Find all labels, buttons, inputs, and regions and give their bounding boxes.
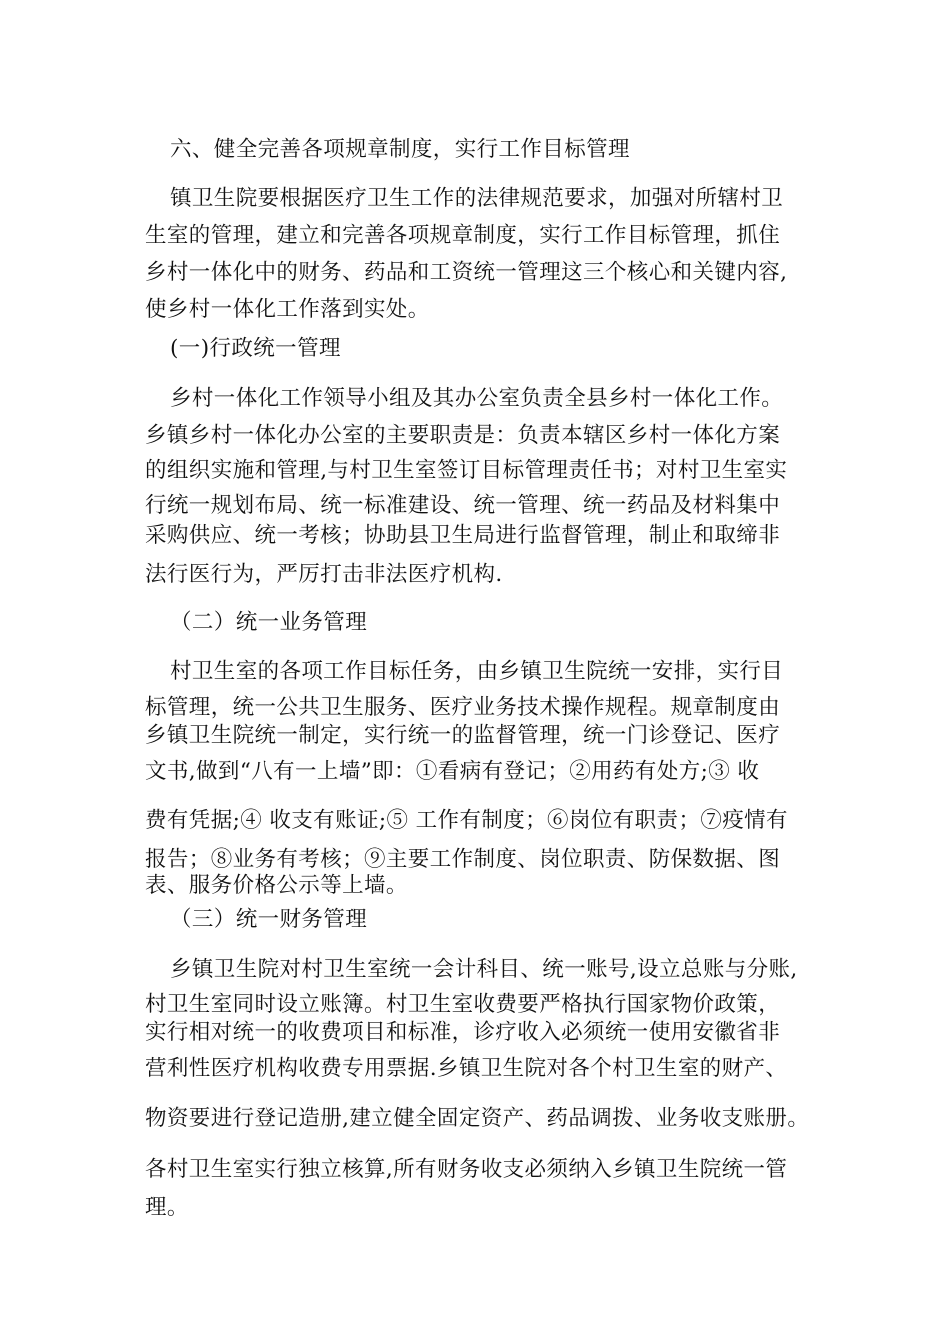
paragraph-line: 乡镇乡村一体化办公室的主要职责是：负责本辖区乡村一体化方案 <box>145 423 781 448</box>
paragraph-line: 费有凭据;④ 收支有账证;⑤ 工作有制度；⑥岗位有职责；⑦疫情有 <box>145 808 788 833</box>
paragraph-line: 表、服务价格公示等上墙。 <box>145 873 408 898</box>
paragraph-line: 物资要进行登记造册,建立健全固定资产、药品调拨、业务收支账册。 <box>145 1106 810 1131</box>
paragraph-line: 采购供应、统一考核；协助县卫生局进行监督管理，制止和取缔非 <box>145 523 781 548</box>
paragraph-line: 文书,做到“八有一上墙”即：①看病有登记；②用药有处方;③ 收 <box>145 759 760 784</box>
paragraph-line: 报告；⑧业务有考核；⑨主要工作制度、岗位职责、防保数据、图 <box>145 847 781 872</box>
paragraph-line: 实行相对统一的收费项目和标准，诊疗收入必须统一使用安徽省非 <box>145 1020 781 1045</box>
subsection-heading: （二）统一业务管理 <box>170 610 368 635</box>
paragraph-line: 营利性医疗机构收费专用票据.乡镇卫生院对各个村卫生室的财产、 <box>145 1056 788 1081</box>
paragraph-line: 法行医行为，严厉打击非法医疗机构. <box>145 562 503 587</box>
paragraph-line: 村卫生室的各项工作目标任务，由乡镇卫生院统一安排，实行目 <box>170 659 784 684</box>
paragraph-line: 使乡村一体化工作落到实处。 <box>145 297 430 322</box>
subsection-heading: （三）统一财务管理 <box>170 907 368 932</box>
paragraph-line: 各村卫生室实行独立核算,所有财务收支必须纳入乡镇卫生院统一管 <box>145 1157 788 1182</box>
paragraph-line: 生室的管理，建立和完善各项规章制度，实行工作目标管理，抓住 <box>145 223 781 248</box>
paragraph-line: 镇卫生院要根据医疗卫生工作的法律规范要求，加强对所辖村卫 <box>170 186 784 211</box>
paragraph-line: 标管理，统一公共卫生服务、医疗业务技术操作规程。规章制度由 <box>145 695 781 720</box>
paragraph-line: 乡村一体化中的财务、药品和工资统一管理这三个核心和关键内容, <box>145 260 788 285</box>
paragraph-line: 乡村一体化工作领导小组及其办公室负责全县乡村一体化工作。 <box>170 386 784 411</box>
paragraph-line: 乡镇卫生院统一制定，实行统一的监督管理，统一门诊登记、医疗 <box>145 723 781 748</box>
subsection-heading: (一)行政统一管理 <box>170 336 341 361</box>
section-heading: 六、健全完善各项规章制度，实行工作目标管理 <box>170 137 630 162</box>
paragraph-line: 行统一规划布局、统一标准建设、统一管理、统一药品及材料集中 <box>145 493 781 518</box>
paragraph-line: 村卫生室同时设立账簿。村卫生室收费要严格执行国家物价政策， <box>145 992 781 1017</box>
paragraph-line: 理。 <box>145 1195 189 1220</box>
paragraph-line: 的组织实施和管理,与村卫生室签订目标管理责任书；对村卫生室实 <box>145 458 788 483</box>
paragraph-line: 乡镇卫生院对村卫生室统一会计科目、统一账号,设立总账与分账, <box>170 957 798 982</box>
